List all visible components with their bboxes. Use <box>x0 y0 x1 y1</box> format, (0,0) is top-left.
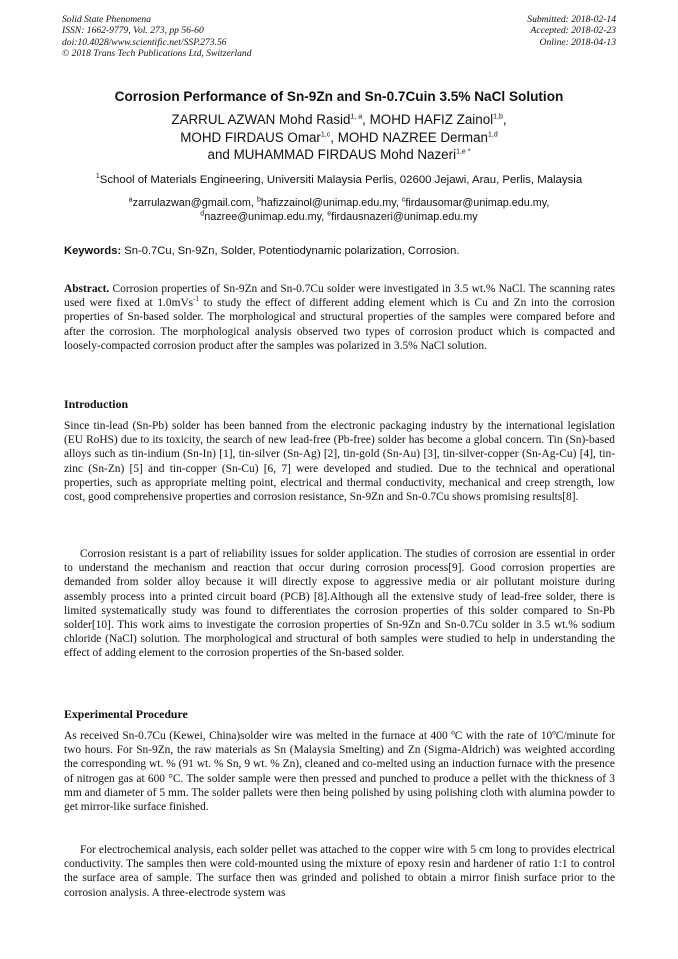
journal-name: Solid State Phenomena <box>62 14 151 25</box>
author-line-3 <box>40 146 638 164</box>
publication-dates <box>527 14 616 48</box>
author-affiliation-mark: 1,b <box>493 113 503 121</box>
section-heading-experimental: Experimental Procedure <box>64 707 188 721</box>
experimental-paragraph-2: For electrochemical analysis, each solder pellet was attached to the copper wire with 5 cm long to provides electrical conductivity. The samples then were cold-mounted using the mixture of epoxy resin and hardener of ratio 1:1 to control the surface area of sample. The surface then was grinded and polished to obtain a mirror finish surface prior to the corrosion analysis. A three-electrode system was <box>64 844 615 899</box>
abstract-label: Abstract. <box>64 283 110 295</box>
author-name: ZARRUL AZWAN Mohd Rasid <box>171 112 351 127</box>
introduction-paragraph-2: Corrosion resistant is a part of reliability issues for solder application. The studies of corrosion are essential in order to understand the mechanism and reaction that occur during corrosion process[9]. Good corrosion properties are demanded from solder alloy because it will directly expose to aggressive media or air pollutant moisture during assembly process into a printed circuit board (PCB) [8].Although all the extensive study of lead-free solder, there is limited systematically study was found to differentiates the corrosion properties of this solder compared to Sn-Pb solder[10]. This work aims to investigate the corrosion properties of Sn-9Zn and Sn-0.7Cu solder in 3.5 wt.% sodium chloride (NaCl) solution. The morphological and structural of both samples were studied to help in understanding the effect of adding element to the corrosion properties of the Sn-based solder. <box>64 548 615 660</box>
copyright-line: © 2018 Trans Tech Publications Ltd, Switzerland <box>62 48 252 60</box>
abstract-text: Corrosion properties of Sn-9Zn and Sn-0.7Cu solder were investigated in 3.5 wt.% NaCl. The scanning rates used were fixed at 1.0mVs <box>64 283 615 310</box>
paper-title: Corrosion Performance of Sn-9Zn and Sn-0.7Cuin 3.5% NaCl Solution <box>114 89 564 104</box>
email-mark: e <box>327 210 332 218</box>
section-heading-introduction: Introduction <box>64 397 129 411</box>
email-address[interactable]: firdausomar@unimap.edu.my, <box>405 197 550 209</box>
author-list <box>40 111 638 164</box>
email-line-2 <box>40 210 638 224</box>
keywords <box>64 245 616 257</box>
unit-exponent: -1 <box>193 295 199 304</box>
email-address[interactable]: nazree@unimap.edu.my, <box>204 211 328 223</box>
introduction-paragraph-1: Since tin-lead (Sn-Pb) solder has been banned from the electronic packaging industry by the international legislation (EU RoHS) due to its toxicity, the search of new lead-free (Pb-free) solder has become a global concern. Tin (Sn)-based alloys such as tin-indium (Sn-In) [1], tin-silver (Sn-Ag) [2], tin-gold (Sn-Au) [3], tin-silver-copper (Sn-Ag-Cu) [4], tin-zinc (Sn-Zn) [5] and tin-copper (Sn-Cu) [6, 7] were developed and studied. Due to the technical and operational properties, such as appropriate melting point, electrical and thermal conductivity, mechanical and creep strength, low cost, good comprehensive properties and corrosion resistance, Sn-9Zn and Sn-0.7Cu shows promising results[8]. <box>64 420 615 504</box>
author-conjunction: and <box>207 147 234 162</box>
author-name: MOHD HAFIZ Zainol <box>369 112 494 127</box>
email-mark: a <box>128 196 133 204</box>
abstract <box>64 282 615 353</box>
author-name: MUHAMMAD FIRDAUS Mohd Nazeri <box>233 147 457 162</box>
doi-line: doi:10.4028/www.scientific.net/SSP.273.56 <box>62 36 227 48</box>
experimental-paragraph-1: As received Sn-0.7Cu (Kewei, China)solder wire was melted in the furnace at 400 ºC with the rate of 10ºC/minute for two hours. For Sn-9Zn, the raw materials as Sn (Malaysia Smelting) and Zn (Sigma-Aldrich) was weighted according the corresponding wt. % (91 wt. % Sn, 9 wt. % Zn), cleaned and co-melted using an induction furnace with the presence of nitrogen gas at 600 °C. The solder sample were then pressed and punched to produce a pellet with the thickness of 3 mm and diameter of 5 mm. The solder pallets were then being polished by using polishing cloth with alumina powder to get mirror-like surface finished. <box>64 730 615 814</box>
affiliation-mark: 1 <box>95 173 100 181</box>
author-affiliation-mark: 1, a <box>350 113 363 121</box>
online-date: Online: 2018-04-13 <box>539 36 616 48</box>
email-address[interactable]: zarrulazwan@gmail.com, <box>132 197 257 209</box>
author-line-1: ZARRUL AZWAN Mohd Rasid$^{1, a}$, MOHD HAFIZ Zainol$^{1,b}$, <box>171 112 507 127</box>
author-affiliation-mark: 1,e * <box>456 148 471 156</box>
author-affiliation-mark: 1,d <box>487 131 498 139</box>
email-list <box>40 196 638 224</box>
abstract-text-continued: to study the effect of different adding element which is Cu and Zn into the corrosion properties of Sn-based solder. The morphological and structural properties of the samples were compared before and after the corrosion. The morphological analysis observed two types of corrosion product which is compacted and loosely-compacted corrosion product after the samples was polarized in 3.5% NaCl solution. <box>64 297 615 352</box>
email-line-1 <box>40 196 638 210</box>
email-mark: c <box>401 196 406 204</box>
author-line-2: MOHD FIRDAUS Omar$^{1,c}$, MOHD NAZREE Derman$^{1,d}$ <box>180 129 498 145</box>
author-name: MOHD FIRDAUS Omar <box>180 129 321 145</box>
email-address[interactable]: hafizzainol@unimap.edu.my, <box>260 197 402 209</box>
keywords-text: Sn-0.7Cu, Sn-9Zn, Solder, Potentiodynamic polarization, Corrosion. <box>121 245 460 257</box>
submitted-date: Submitted: 2018-02-14 <box>527 14 616 25</box>
keywords-label: Keywords: <box>64 245 122 257</box>
affiliation-text: School of Materials Engineering, Universiti Malaysia Perlis, 02600 Jejawi, Arau, Perlis, Malaysia <box>99 174 583 186</box>
author-name: MOHD NAZREE Derman <box>337 129 488 145</box>
author-affiliation-mark: 1,c <box>320 131 331 139</box>
email-mark: d <box>200 210 205 218</box>
journal-info <box>62 14 252 60</box>
email-address[interactable]: firdausnazeri@unimap.edu.my <box>331 211 478 223</box>
issn-line: ISSN: 1662-9779, Vol. 273, pp 56-60 <box>62 25 204 37</box>
email-mark: b <box>256 196 261 204</box>
affiliation <box>40 174 638 186</box>
accepted-date: Accepted: 2018-02-23 <box>530 25 616 37</box>
